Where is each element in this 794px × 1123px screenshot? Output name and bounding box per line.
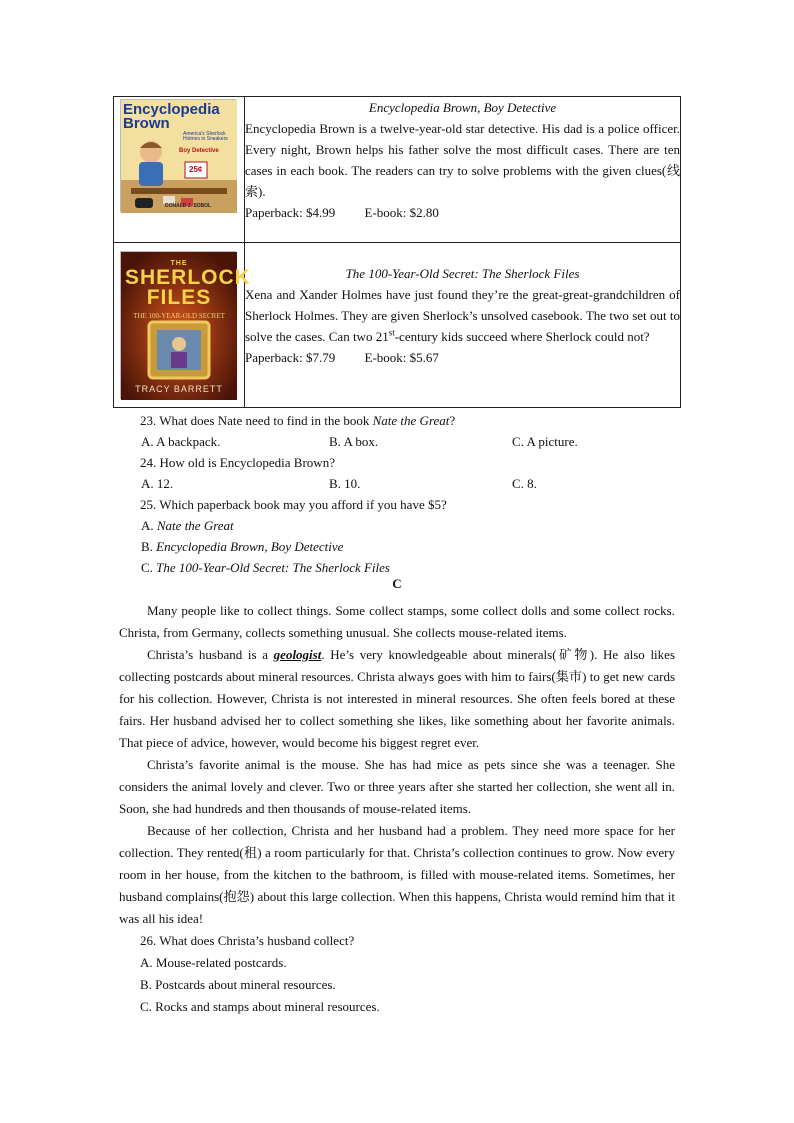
paragraph: Many people like to collect things. Some collect stamps, some collect dolls and some collect rocks. Christa, from Germany, collects something unusual. She collects mouse-related items. — [119, 603, 675, 640]
book-row — [114, 243, 681, 408]
cover-author: DONALD J. SOBOL — [165, 203, 212, 209]
paragraph: Christa’s favorite animal is the mouse. She has had mice as pets since she was a teenager. She considers the animal lovely and clever. Two or three years after she started her collection, she went all in. Soon, she had hundreds and then thousands of mouse-related items. — [119, 757, 675, 816]
book-title: Encyclopedia Brown, Boy Detective — [368, 100, 557, 115]
question-stem: 25. Which paperback book may you afford if you have $5? — [140, 497, 447, 512]
paragraph: Christa’s husband is a geologist. He’s very knowledgeable about minerals(矿物). He also likes collecting postcards about mineral resources. Christa always goes with him to fairs(集市) to get new cards for his collection. However, Christa is not interested in mineral resources. She often feels bored at these fairs. Her husband advised her to collect something she likes, like something about her favorite animals. That piece of advice, however, would become his biggest regret ever. — [119, 647, 676, 750]
question-stem: 26. What does Christa’s husband collect? — [140, 933, 355, 948]
cover-title: THE SHERLOCK FILES — [125, 260, 251, 309]
book-info-cell — [245, 97, 681, 243]
keyword-geologist: geologist — [273, 647, 322, 662]
cover-tagline: Boy Detective — [179, 148, 219, 154]
paragraph: Because of her collection, Christa and her husband had a problem. They need more space for her collection. They rented(租) a room particularly for that. Christa’s collection continues to grow. Now every room in her house, from the kitchen to the bathroom, is filled with mouse-related items. Sometimes, her husband complains(抱怨) about this large collection. When this happens, Christa would remind him that it was all his idea! — [119, 823, 675, 926]
option-c: C. 8. — [512, 476, 537, 491]
passage-c — [119, 600, 675, 930]
book-row — [114, 97, 681, 243]
question-stem: 23. What does Nate need to find in the book Nate the Great? — [140, 413, 456, 428]
option-a: A. Mouse-related postcards. — [140, 955, 287, 970]
book-description: Encyclopedia Brown is a twelve-year-old star detective. His dad is a police officer. Every night, Brown helps his father solve the most difficult cases. There are ten cases in each book. The readers can try to solve problems with the given clues(线索). — [245, 121, 680, 199]
book-info-cell — [245, 243, 681, 408]
paperback-price: Paperback: $4.99 — [245, 205, 336, 220]
encyclopedia-brown-cover-image — [120, 99, 236, 212]
book-table — [113, 96, 681, 408]
option-row — [140, 431, 680, 452]
book-prices — [245, 202, 680, 223]
questions-23-25 — [140, 410, 680, 578]
option-b: B. A box. — [329, 434, 379, 449]
cover-cell — [114, 97, 245, 243]
option-b: B. Postcards about mineral resources. — [140, 977, 336, 992]
cover-price-badge: 25¢ — [189, 165, 203, 174]
cover-subtitle: America's Sherlock Holmes in Sneakers — [183, 131, 228, 142]
option-a: A. 12. — [141, 476, 174, 491]
option-a: A. A backpack. — [141, 434, 221, 449]
option-b: B. Encyclopedia Brown, Boy Detective — [141, 539, 344, 554]
sherlock-files-cover-image — [120, 251, 251, 399]
option-b: B. 10. — [329, 476, 361, 491]
option-c: C. Rocks and stamps about mineral resources. — [140, 999, 380, 1014]
cover-author: TRACY BARRETT — [135, 384, 223, 394]
book-description: Xena and Xander Holmes have just found they’re the great-great-grandchildren of Sherlock Holmes. They are given Sherlock’s unsolved casebook. The two set out to solve the cases. Can two 21st-century kids succeed where Sherlock could not? — [245, 287, 680, 344]
cover-subtitle: THE 100-YEAR-OLD SECRET — [133, 312, 225, 320]
ebook-price: E-book: $5.67 — [364, 350, 439, 365]
option-c: C. A picture. — [512, 434, 578, 449]
book-title: The 100-Year-Old Secret: The Sherlock Files — [345, 266, 580, 281]
question-26 — [140, 930, 680, 1018]
cover-title: Encyclopedia Brown — [123, 101, 220, 132]
option-a: A. Nate the Great — [141, 518, 234, 533]
option-c: C. The 100-Year-Old Secret: The Sherlock Files — [141, 560, 390, 575]
paperback-price: Paperback: $7.79 — [245, 350, 336, 365]
option-row — [140, 473, 680, 494]
question-stem: 24. How old is Encyclopedia Brown? — [140, 455, 335, 470]
ebook-price: E-book: $2.80 — [364, 205, 439, 220]
cover-cell — [114, 243, 251, 408]
book-prices — [245, 347, 680, 368]
section-heading: C — [392, 576, 402, 591]
